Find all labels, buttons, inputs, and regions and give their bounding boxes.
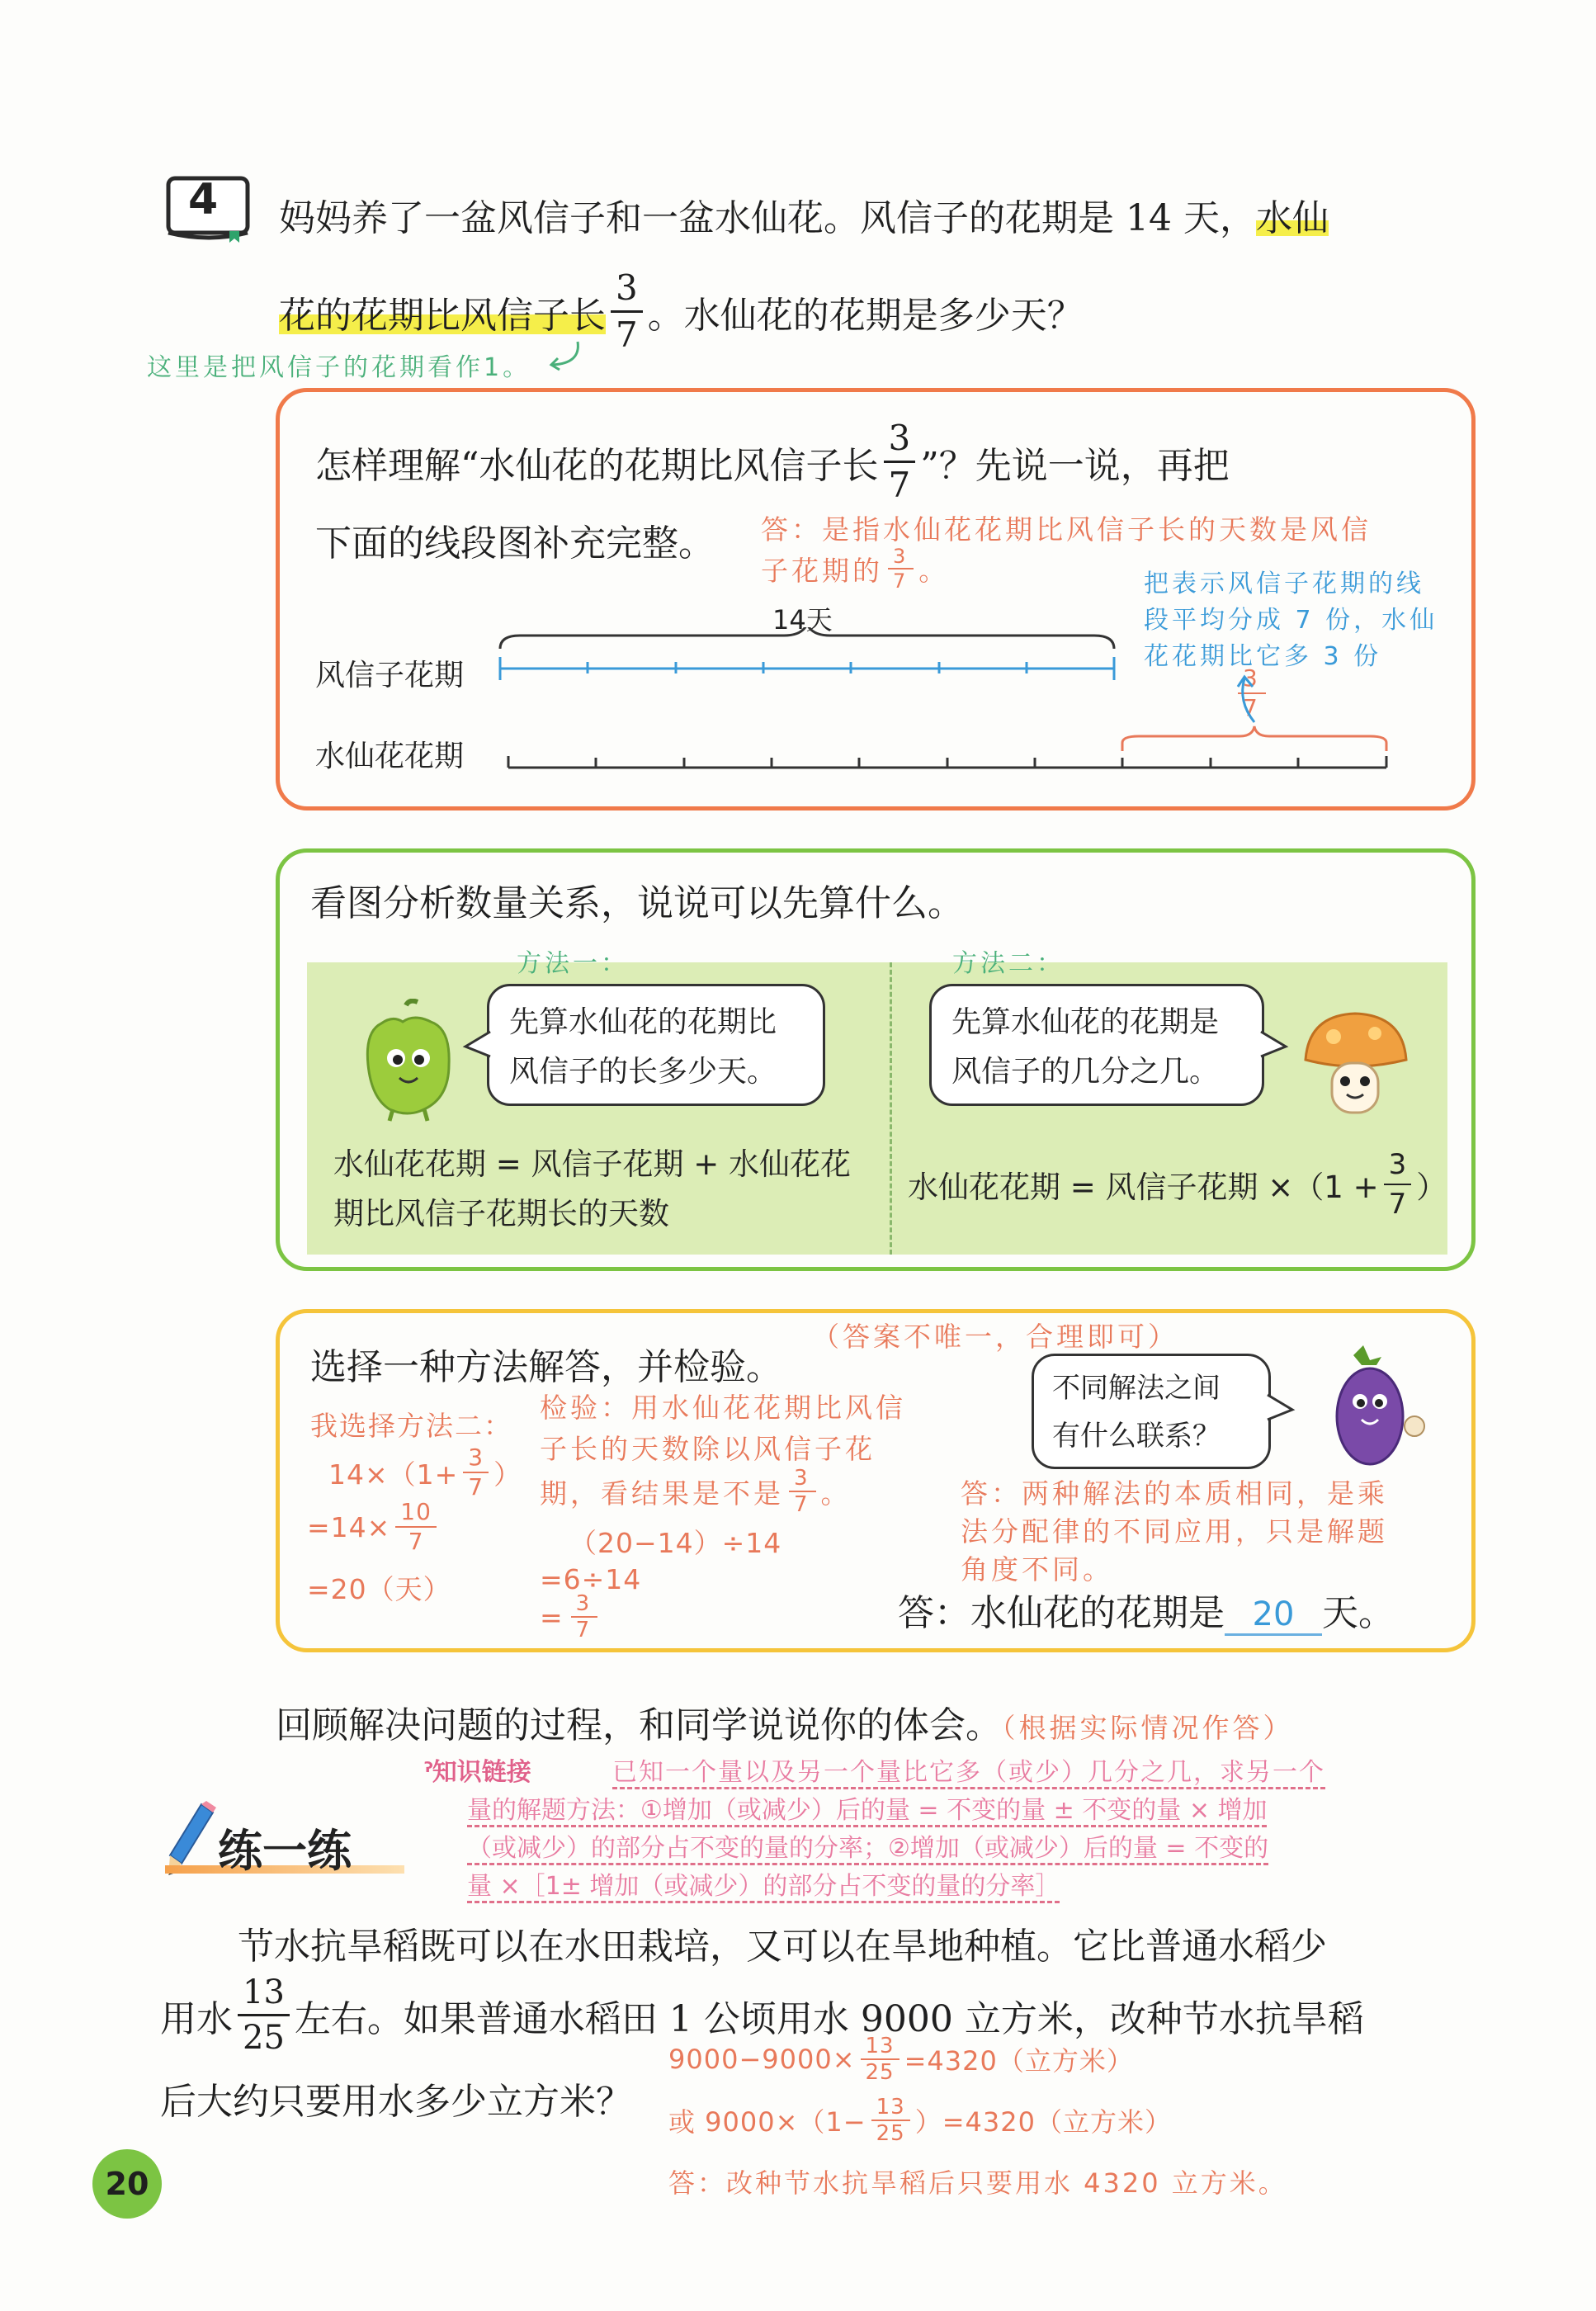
problem-text-2b: 。水仙花的花期是多少天？: [647, 294, 1084, 337]
connection-speech-bubble: 不同解法之间 有什么联系？: [1032, 1354, 1271, 1469]
narcissus-ticks: [508, 756, 1386, 768]
problem-number: 4: [188, 175, 219, 224]
line-segment-diagram: [487, 627, 1395, 776]
practice-line-3: 后大约只要用水多少立方米？: [160, 2081, 632, 2123]
box1-fraction: $\frac{3}{7}$: [884, 421, 916, 503]
eggplant-character-icon: [1322, 1340, 1429, 1472]
check-calc-1: （20−14）÷14: [569, 1527, 782, 1559]
mushroom-character-icon: [1297, 1009, 1413, 1124]
brace-extra-part: [1122, 726, 1386, 751]
fraction-3-7: $\frac{3}{7}$: [611, 271, 643, 352]
practice-solution-2: 或 9000×（1− $\frac{13}{25}$ ）=4320（立方米）: [668, 2095, 1172, 2146]
method2-formula: 水仙花花期 = 风信子花期 ×（1 + $\frac{3}{7}$ ）: [908, 1148, 1447, 1221]
bubble3-tail-icon: [1264, 1392, 1297, 1425]
check-line-2: 子长的天数除以风信子花: [540, 1433, 876, 1465]
box1-question-line2: 下面的线段图补充完整。: [315, 522, 715, 565]
check-line-3: 期，看结果是不是 $\frac{3}{7}$ 。: [540, 1466, 852, 1517]
method-divider: [890, 962, 892, 1255]
knowledge-line-2: 量的解题方法：①增加（或减少）后的量 = 不变的量 ± 不变的量 × 增加: [467, 1796, 1268, 1825]
box1-question-a: 怎样理解“水仙花的花期比风信子长: [315, 444, 879, 487]
knowledge-line-1: 已知一个量以及另一个量比它多（或少）几分之几，求另一个: [612, 1758, 1325, 1787]
check-calc-3: = $\frac{3}{7}$: [540, 1593, 602, 1641]
knowledge-line-4: 量 ×［1± 增加（或减少）的部分占不变的量的分率］: [467, 1872, 1060, 1901]
check-line-1: 检验：用水仙花花期比风信: [540, 1392, 906, 1424]
label-narcissus-period: 水仙花花期: [315, 740, 465, 773]
method2-fraction: $\frac{3}{7}$: [1384, 1151, 1412, 1218]
solution-step-3: =20（天）: [307, 1573, 451, 1605]
problem-line-2: [279, 267, 1084, 355]
relation-answer-1: 答：两种解法的本质相同，是乘: [961, 1477, 1388, 1510]
problem-text-1a: 妈妈养了一盆风信子和一盆水仙花。风信子的花期是 14 天，: [279, 197, 1256, 239]
relation-answer-3: 角度不同。: [961, 1553, 1113, 1586]
box1-answer-fraction: $\frac{3}{7}$: [888, 546, 914, 591]
check-calc-2: =6÷14: [540, 1563, 642, 1595]
knowledge-label: ˀ知识链接: [424, 1758, 531, 1787]
box1-answer-line2: 子花期的 $\frac{3}{7}$ 。: [761, 545, 950, 593]
review-text: 回顾解决问题的过程，和同学说说你的体会。（根据实际情况作答）: [276, 1704, 1294, 1746]
review-note: （根据实际情况作答）: [1002, 1712, 1294, 1744]
box1-question-line1: [315, 418, 1230, 505]
practice-solution-1: 9000−9000× $\frac{13}{25}$ =4320（立方米）: [668, 2034, 1134, 2085]
diagram-fraction: $\frac{3}{7}$: [1233, 667, 1271, 720]
practice-line-2: 用水 $\frac{13}{25}$ 左右。如果普通水稻田 1 公顷用水 9000 立方米，改种节水抗旱稻: [160, 1973, 1364, 2057]
final-answer: 答：水仙花的花期是 20 天。: [898, 1592, 1395, 1634]
box1-blue-note-3: 花花期比它多 3 份: [1144, 642, 1382, 671]
box1-blue-note-2: 段平均分成 7 份，水仙: [1144, 606, 1438, 635]
brace-14-days: [500, 627, 1114, 649]
box1-answer-line1: 答：是指水仙花花期比风信子长的天数是风信: [761, 513, 1372, 546]
method2-label: 方法二：: [952, 949, 1065, 978]
choose-method: 我选择方法二：: [310, 1410, 512, 1442]
box1-question-b: ”？先说一说，再把: [920, 444, 1230, 487]
label-14-days: 14天: [772, 604, 833, 636]
solution-step-1: 14×（1+ $\frac{3}{7}$ ）: [328, 1444, 522, 1500]
method1-formula-2: 期比风信子花期长的天数: [333, 1196, 669, 1231]
annotation-arrow-icon: [545, 338, 586, 371]
answer-blank[interactable]: 20: [1225, 1595, 1322, 1636]
problem-text-2-highlight: 花的花期比风信子长: [279, 286, 606, 338]
practice-fraction: $\frac{13}{25}$: [238, 1976, 290, 2054]
practice-title: 练一练: [218, 1825, 352, 1877]
annotation-unit-one: 这里是把风信子的花期看作1。: [147, 353, 531, 382]
method1-formula-1: 水仙花花期 = 风信子花期 + 水仙花花: [333, 1146, 852, 1182]
problem-line-1: [279, 188, 1329, 241]
box2-title: 看图分析数量关系，说说可以先算什么。: [310, 882, 964, 924]
bubble1-tail-icon: [462, 1028, 495, 1061]
label-hyacinth-period: 风信子花期: [315, 659, 465, 692]
method1-label: 方法一：: [517, 949, 629, 978]
box3-title: 选择一种方法解答，并检验。: [310, 1346, 782, 1388]
pepper-character-icon: [357, 999, 464, 1122]
practice-solution-3: 答：改种节水抗旱稻后只要用水 4320 立方米。: [668, 2167, 1287, 2199]
method2-speech-bubble: 先算水仙花的花期是 风信子的几分之几。: [929, 984, 1264, 1106]
knowledge-line-3: （或减少）的部分占不变的量的分率；②增加（或减少）后的量 = 不变的: [467, 1834, 1269, 1863]
solution-step-2: =14× $\frac{10}{7}$: [307, 1500, 441, 1553]
relation-answer-2: 法分配律的不同应用，只是解题: [961, 1515, 1388, 1548]
problem-text-1-highlight: 水仙: [1255, 197, 1329, 239]
method1-speech-bubble: 先算水仙花的花期比 风信子的长多少天。: [487, 984, 825, 1106]
practice-line-1: 节水抗旱稻既可以在水田栽培，又可以在旱地种植。它比普通水稻少: [238, 1926, 1327, 1968]
box1-blue-note-1: 把表示风信子花期的线: [1144, 569, 1424, 598]
box3-note-top: （答案不唯一，合理即可）: [812, 1321, 1178, 1353]
page-number: 20: [105, 2166, 149, 2202]
bubble2-tail-icon: [1258, 1028, 1291, 1061]
knowledge-mark-icon: ˀ: [424, 1758, 432, 1787]
